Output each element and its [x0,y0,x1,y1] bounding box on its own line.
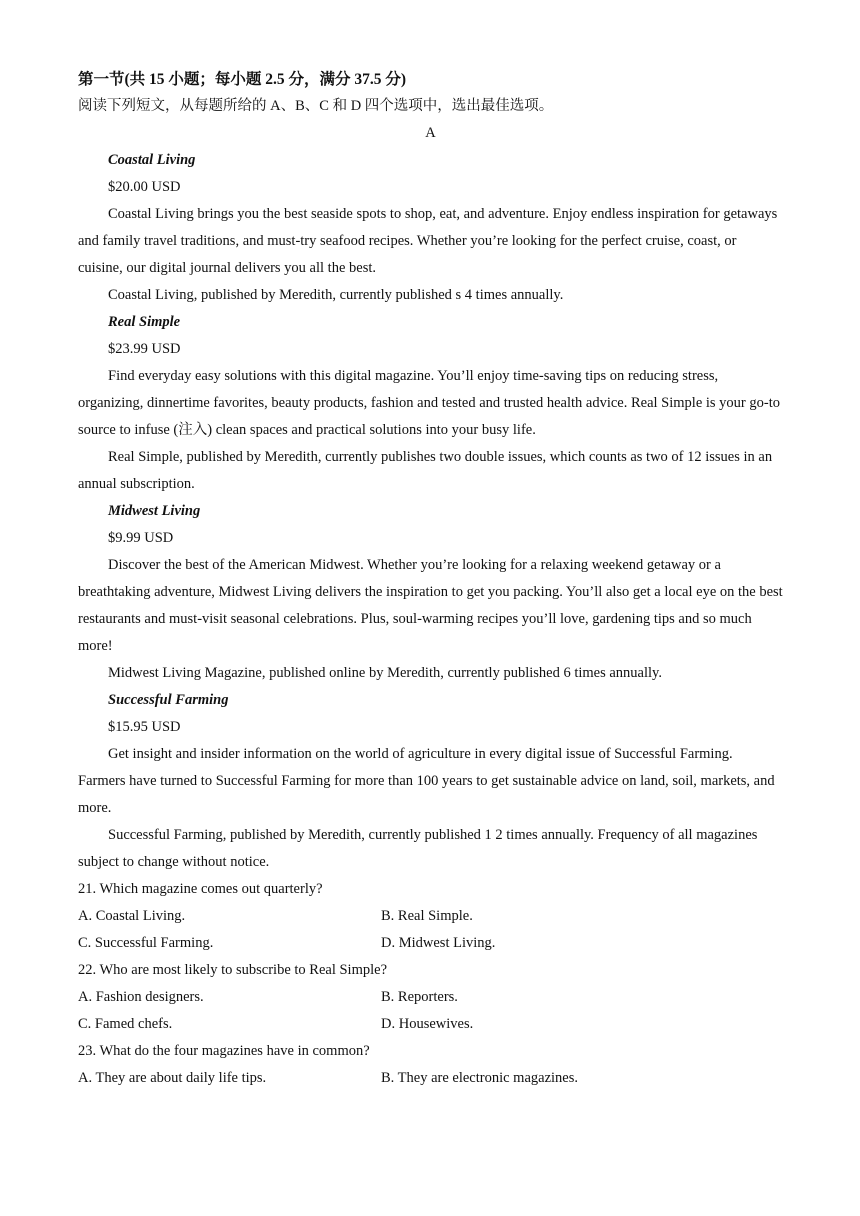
option-row [78,984,783,1011]
option-a: A. They are about daily life tips. [78,1070,267,1086]
magazine-price: $9.99 USD [108,530,174,546]
option-d: D. Housewives. [381,1016,474,1032]
magazine-title: Coastal Living [108,152,196,168]
magazine-description: Find everyday easy solutions with this digital magazine. You’ll enjoy time-saving tips on reducing stress, organizing, dinnertime favorites, beauty products, fashion and tested and trusted health advice. Real Simple is your go-to source to infuse (注入) clean spaces and practical solutions into your busy life. [78,368,780,438]
section-instruction: 阅读下列短文，从每题所给的 A、B、C 和 D 四个选项中，选出最佳选项。 [78,98,554,114]
magazine-description: Discover the best of the American Midwest. Whether you’re looking for a relaxing weekend getaway or a breathtaking adventure, Midwest Living delivers the inspiration to get you packing. You’ll also get a local eye on the best restaurants and must-visit seasonal celebrations. Plus, soul-warming recipes you’ll love, gardening tips and so much more! [78,557,783,654]
question [78,876,783,957]
option-c: C. Successful Farming. [78,935,214,951]
magazine-price: $20.00 USD [108,179,181,195]
question [78,957,783,1038]
magazine-description: Get insight and insider information on the world of agriculture in every digital issue of Successful Farming. Farmers have turned to Successful Farming for more than 100 years to get sustainable advice on land, soil, markets, and more. [78,746,775,816]
question-stem: 22. Who are most likely to subscribe to Real Simple? [78,962,388,978]
magazine-price: $23.99 USD [108,341,181,357]
magazine-note: Coastal Living, published by Meredith, currently published s 4 times annually. [108,287,564,303]
magazine-note: Successful Farming, published by Meredith, currently published 1 2 times annually. Frequency of all magazines subject to change without notice. [78,827,758,870]
magazine-description: Coastal Living brings you the best seaside spots to shop, eat, and adventure. Enjoy endless inspiration for getaways and family travel traditions, and must-try seafood recipes. Whether you’re looking for the perfect cruise, coast, or cuisine, our digital journal delivers you all the best. [78,206,778,276]
magazine-price: $15.95 USD [108,719,181,735]
option-a: A. Fashion designers. [78,989,204,1005]
option-b: B. Reporters. [381,989,458,1005]
document-page [78,66,783,1092]
magazine-note: Real Simple, published by Meredith, currently publishes two double issues, which counts as two of 12 issues in an annual subscription. [78,449,773,492]
magazine-entry [78,147,783,309]
option-a: A. Coastal Living. [78,908,186,924]
option-row [78,1011,783,1038]
magazine-title: Midwest Living [108,503,201,519]
option-b: B. They are electronic magazines. [381,1070,579,1086]
question-stem: 23. What do the four magazines have in common? [78,1043,370,1059]
magazine-title: Successful Farming [108,692,229,708]
magazine-title: Real Simple [108,314,181,330]
option-d: D. Midwest Living. [381,935,496,951]
option-row [78,903,783,930]
magazine-note: Midwest Living Magazine, published online by Meredith, currently published 6 times annually. [108,665,662,681]
option-row [78,1065,783,1092]
option-b: B. Real Simple. [381,908,473,924]
question [78,1038,783,1092]
section-title: 第一节(共 15 小题；每小题 2.5 分，满分 37.5 分) [78,71,407,88]
magazine-entry [78,498,783,687]
magazine-entry [78,309,783,498]
option-c: C. Famed chefs. [78,1016,173,1032]
passage-label: A [425,125,436,141]
option-row [78,930,783,957]
question-stem: 21. Which magazine comes out quarterly? [78,881,323,897]
magazine-entry [78,687,783,876]
